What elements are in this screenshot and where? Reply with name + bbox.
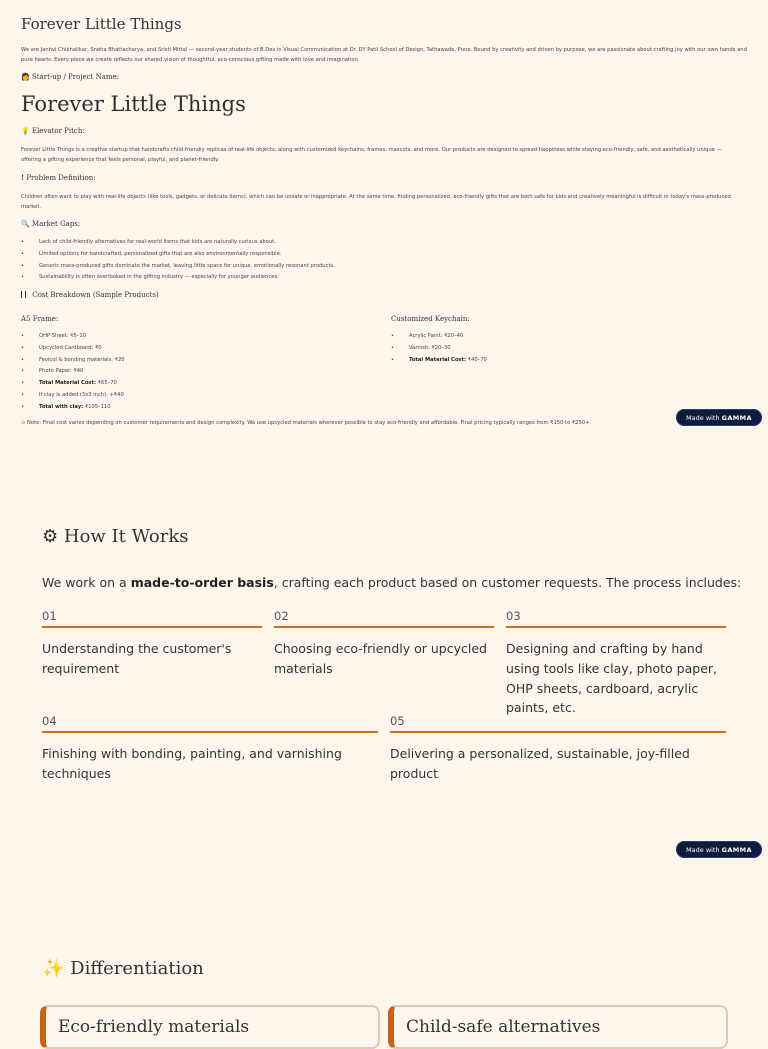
list-item: • Total Material Cost: ₹40–70: [391, 355, 731, 367]
magnifier-icon: 🔍: [21, 220, 30, 228]
list-item: • If clay is added (3x3 inch): +₹40: [21, 390, 361, 402]
process-step: [274, 609, 494, 679]
made-with-gamma-badge[interactable]: Made with GAMMA: [676, 841, 762, 858]
slide-overview: [0, 0, 768, 440]
list-item: • Total with clay: ₹105–110: [21, 402, 361, 414]
list-item: • Generic mass-produced gifts dominate the market, leaving little space for unique, emotionally resonant products.: [21, 261, 733, 273]
differentiation-card: [40, 1005, 380, 1049]
step-text: Understanding the customer's requirement: [42, 641, 232, 676]
gaps-label: 🔍 Market Gaps:: [21, 220, 81, 228]
step-number: 03: [506, 609, 726, 628]
list-item: • Sustainability is often overlooked in the gifting industry — especially for younger audiences.: [21, 272, 733, 284]
step-number: 04: [42, 714, 378, 733]
process-step: [506, 609, 726, 718]
pin-icon: ⊙: [21, 420, 26, 426]
how-it-works-title: ⚙ How It Works: [42, 526, 189, 547]
a5-cost-list: [21, 331, 361, 414]
gear-icon: ⚙: [42, 526, 59, 547]
problem-label: ! Problem Definition:: [21, 173, 96, 182]
sparkles-icon: ✨: [42, 958, 65, 979]
page-title: Forever Little Things: [21, 15, 182, 33]
list-item: • Lack of child-friendly alternatives for real-world items that kids are naturally curious about.: [21, 237, 733, 249]
intro-paragraph: We are Janhvi Chikhalikar, Sneha Bhattacharya, and Sristi Mittal — second-year students of B.Des in Visual Communication at Dr. DY Patil School of Design, Tathawade, Pune. Bound by creativity and driven by purpose, we are passionate about crafting joy with our own hands and pure hearts. Every piece we create reflects our shared vision of thoughtful, eco-conscious gifting made with love and imagination.: [21, 47, 747, 63]
step-number: 05: [390, 714, 726, 733]
bar-chart-icon: [21, 291, 26, 298]
project-name: Forever Little Things: [21, 92, 246, 116]
pitch-label: 💡 Elevator Pitch:: [21, 127, 85, 135]
process-step: [42, 714, 378, 784]
process-step: [390, 714, 726, 784]
step-text: Delivering a personalized, sustainable, joy-filled product: [390, 746, 690, 781]
step-number: 02: [274, 609, 494, 628]
pitch-text: Forever Little Things is a creative startup that handcrafts child-friendly replicas of real-life objects, along with customized keychains, frames, mascots, and more. Our products are designed to spread happiness while staying eco-friendly, safe, and aesthetically unique — offering a gifting experience that feels personal, playful, and planet-friendly.: [21, 147, 722, 163]
step-text: Finishing with bonding, painting, and varnishing techniques: [42, 746, 342, 781]
startup-label: 👩 Start-up / Project Name:: [21, 73, 120, 81]
list-item: • Total Material Cost: ₹65–70: [21, 378, 361, 390]
step-text: Choosing eco-friendly or upcycled materials: [274, 641, 487, 676]
problem-text: Children often want to play with real-life objects (like tools, gadgets, or delicate items), which can be unsafe or inappropriate. At the same time, finding personalized, eco-friendly gifts that are both safe for kids and creatively meaningful is difficult in today's mass-produced market.: [21, 194, 731, 210]
keychain-label: Customized Keychain:: [391, 315, 470, 323]
list-item: • Fevicol & bonding materials: ₹20: [21, 355, 361, 367]
differentiation-title: ✨ Differentiation: [42, 958, 204, 979]
keychain-cost-list: [391, 331, 731, 366]
card-title: Child-safe alternatives: [406, 1017, 601, 1037]
lightbulb-icon: 💡: [21, 127, 30, 135]
step-number: 01: [42, 609, 262, 628]
exclamation-icon: !: [21, 173, 25, 182]
list-item: • Photo Paper: ₹40: [21, 366, 361, 378]
differentiation-card: [388, 1005, 728, 1049]
made-with-gamma-badge[interactable]: Made with GAMMA: [676, 409, 762, 426]
list-item: • Upcycled Cardboard: ₹0: [21, 343, 361, 355]
list-item: • Limited options for handcrafted, personalized gifts that are also environmentally responsible.: [21, 249, 733, 261]
list-item: • OHP Sheet: ₹5–10: [21, 331, 361, 343]
cost-label: Cost Breakdown (Sample Products): [21, 291, 159, 299]
person-icon: 👩: [21, 73, 30, 81]
step-text: Designing and crafting by hand using tools like clay, photo paper, OHP sheets, cardboard, acrylic paints, etc.: [506, 641, 718, 716]
list-item: • Varnish: ₹20–30: [391, 343, 731, 355]
gaps-list: [21, 237, 733, 284]
cost-note: ⊙ Note: Final cost varies depending on customer requirements and design complexity. We use upcycled materials wherever possible to stay eco-friendly and affordable. Final pricing typically ranges from ₹150 to ₹250+.: [21, 420, 592, 426]
how-it-works-intro: We work on a made-to-order basis, crafting each product based on customer requests. The process includes:: [42, 575, 742, 590]
list-item: • Acrylic Paint: ₹20–40: [391, 331, 731, 343]
process-step: [42, 609, 262, 679]
card-title: Eco-friendly materials: [58, 1017, 250, 1037]
a5-frame-label: A5 Frame:: [21, 315, 59, 323]
